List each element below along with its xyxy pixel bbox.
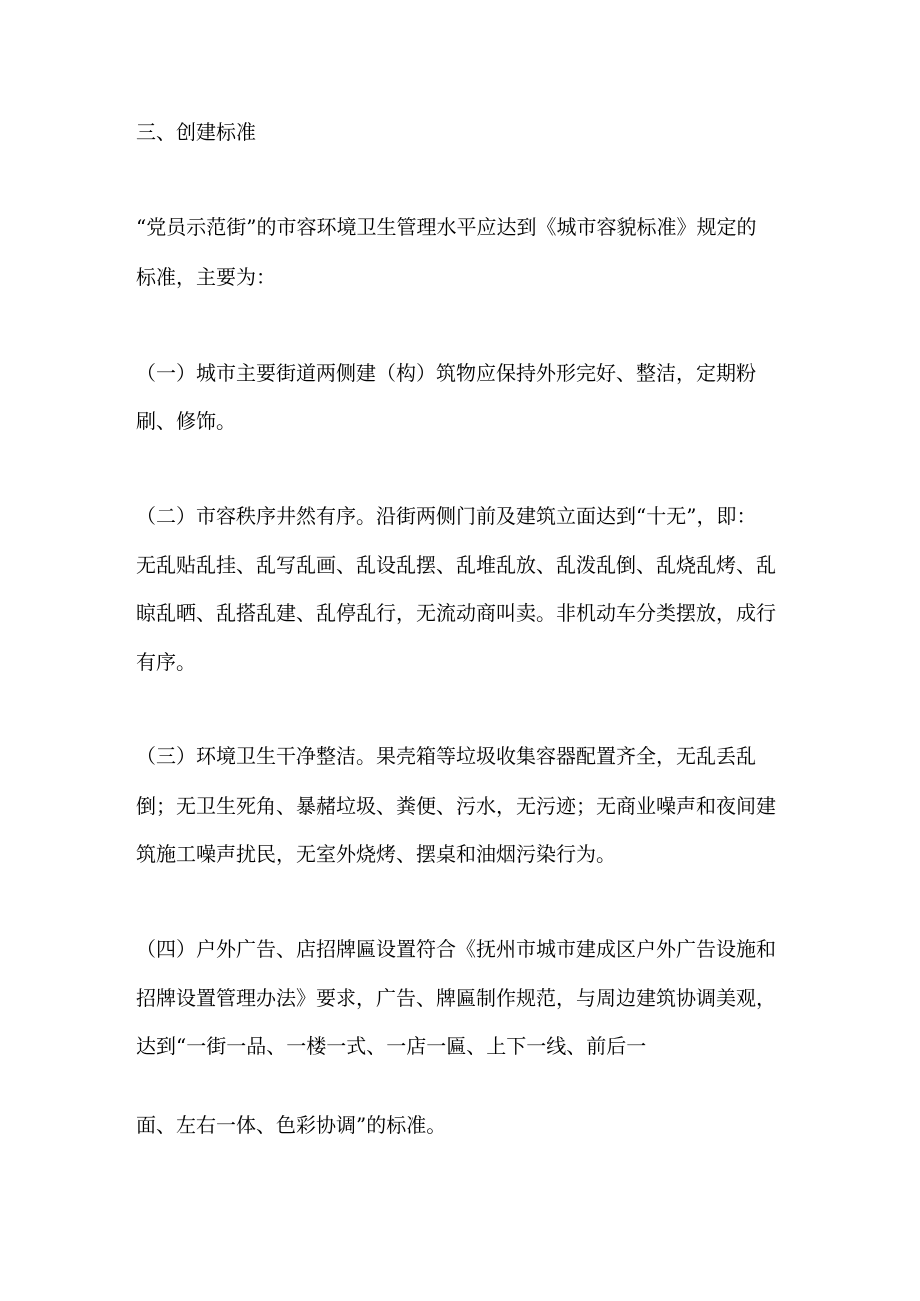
section-heading: 三、创建标准 (136, 120, 256, 144)
paragraph-line: （一）城市主要街道两侧建（构）筑物应保持外形完好、整洁，定期粉 (136, 361, 756, 385)
paragraph-line: 有序。 (136, 650, 196, 674)
paragraph-line: （四）户外广告、店招牌匾设置符合《抚州市城市建成区户外广告设施和 (136, 937, 776, 961)
paragraph-line: 面、左右一体、色彩协调”的标准。 (136, 1113, 447, 1137)
paragraph-line: 倒；无卫生死角、暴赭垃圾、粪便、污水，无污迹；无商业噪声和夜间建 (136, 794, 776, 818)
paragraph-line: （三）环境卫生干净整洁。果壳箱等垃圾收集容器配置齐全，无乱丢乱 (136, 744, 756, 768)
paragraph-line: “党员示范街”的市容环境卫生管理水平应达到《城市容貌标准》规定的 (136, 215, 757, 239)
paragraph-line: 招牌设置管理办法》要求，广告、牌匾制作规范，与周边建筑协调美观， (136, 986, 776, 1010)
paragraph-line: 无乱贴乱挂、乱写乱画、乱设乱摆、乱堆乱放、乱泼乱倒、乱烧乱烤、乱 (136, 553, 776, 577)
paragraph-line: 晾乱晒、乱搭乱建、乱停乱行，无流动商叫卖。非机动车分类摆放，成行 (136, 601, 776, 625)
paragraph-line: 达到“一街一品、一楼一式、一店一匾、上下一线、前后一 (136, 1034, 647, 1058)
paragraph-line: 刷、修饰。 (136, 409, 236, 433)
paragraph-line: （二）市容秩序井然有序。沿街两侧门前及建筑立面达到“十无”，即： (136, 504, 757, 528)
paragraph-line: 筑施工噪声扰民，无室外烧烤、摆桌和油烟污染行为。 (136, 842, 616, 866)
paragraph-line: 标准，主要为： (136, 265, 276, 289)
